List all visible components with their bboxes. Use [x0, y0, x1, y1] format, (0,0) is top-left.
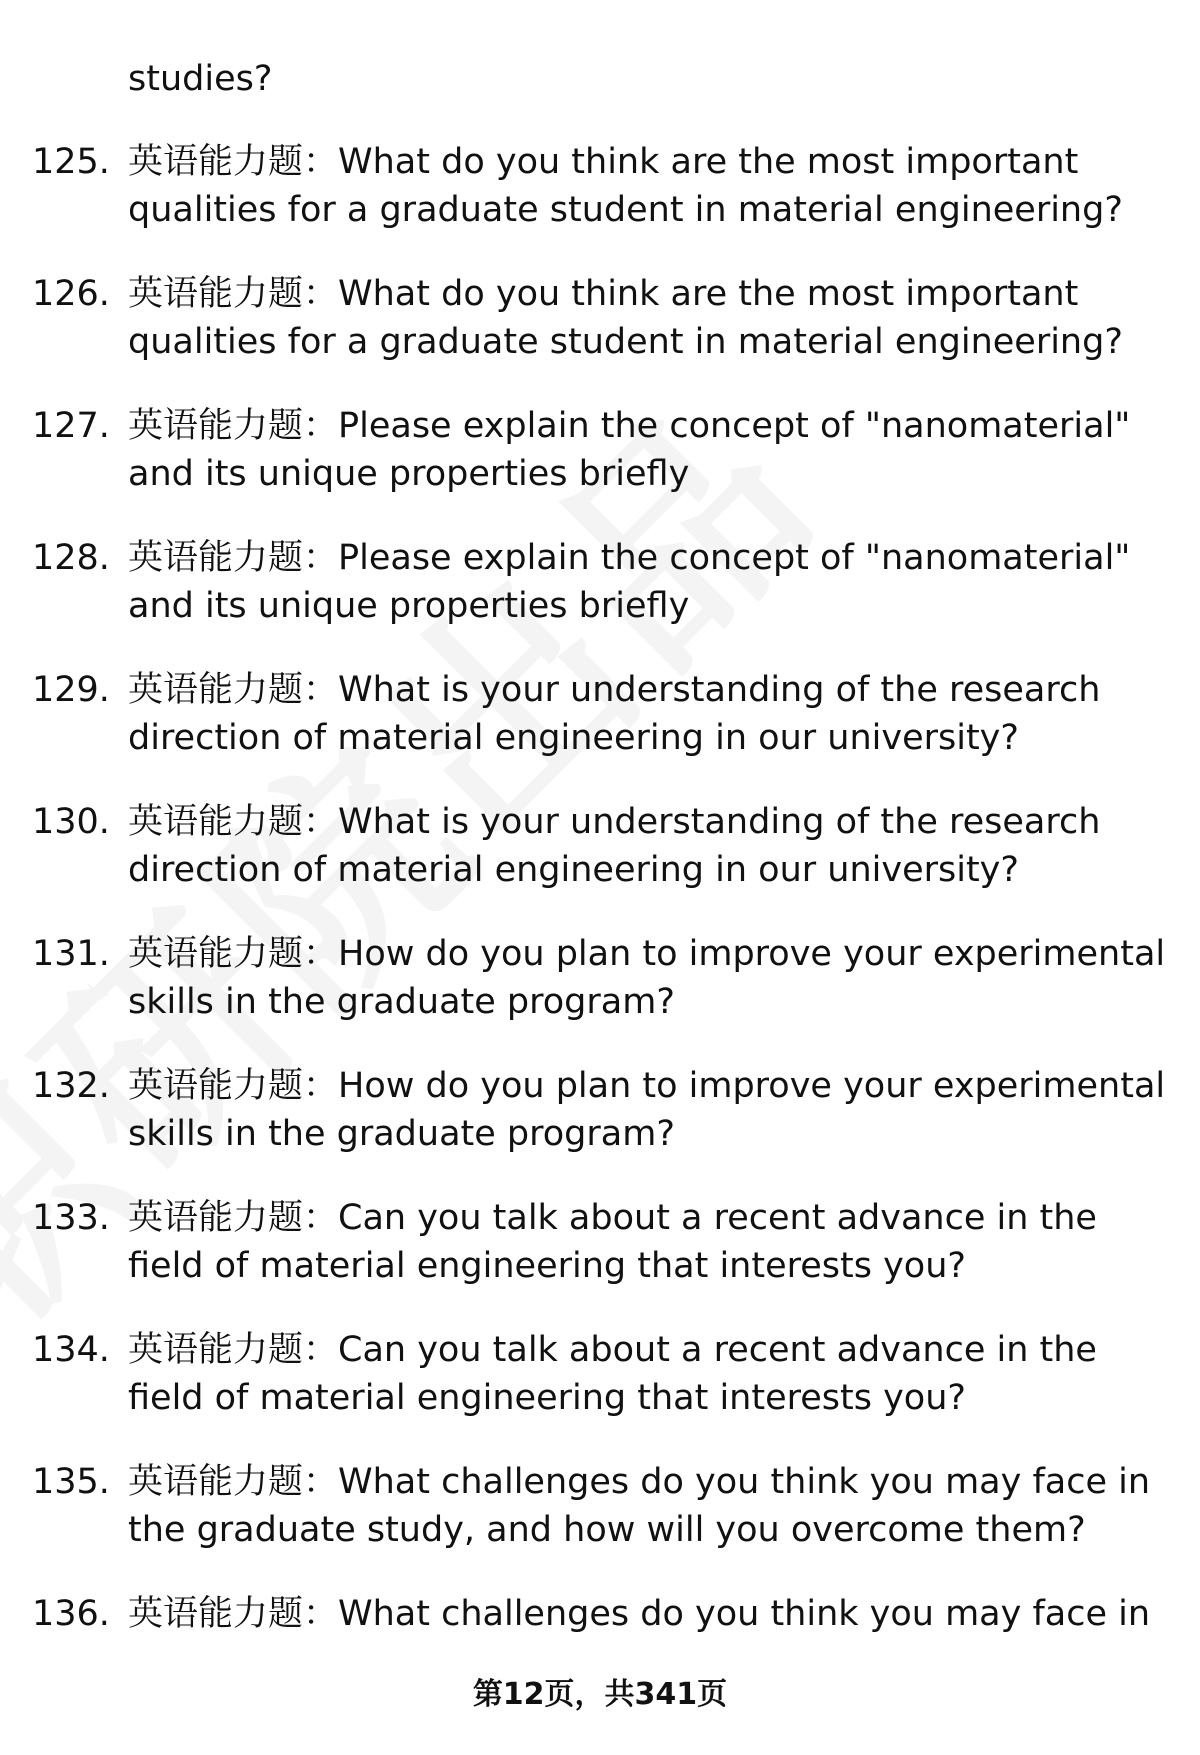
question-body: Please explain the concept of "nanomaterial" and its unique properties briefly	[128, 406, 1131, 494]
question-number: 130.	[32, 802, 110, 842]
question-category: 英语能力题：	[128, 1330, 339, 1370]
question-text	[128, 798, 1168, 894]
question-category: 英语能力题：	[128, 1594, 339, 1634]
question-number: 135.	[32, 1462, 110, 1502]
continued-question-text: studies?	[128, 59, 273, 99]
question-category: 英语能力题：	[128, 1462, 339, 1502]
question-body: Please explain the concept of "nanomaterial" and its unique properties briefly	[128, 538, 1131, 626]
question-item	[0, 402, 1200, 498]
question-category: 英语能力题：	[128, 670, 339, 710]
question-item	[0, 1590, 1200, 1686]
page-footer: 第12页，共341页	[472, 1677, 728, 1712]
question-text	[128, 270, 1168, 366]
question-text	[128, 534, 1168, 630]
question-category: 英语能力题：	[128, 538, 339, 578]
question-body: What do you think are the most important qualities for a graduate student in material engineering?	[128, 274, 1123, 362]
question-number: 131.	[32, 934, 110, 974]
question-text	[128, 1590, 1168, 1638]
question-body: Can you talk about a recent advance in the field of material engineering that interests you?	[128, 1330, 1097, 1418]
question-number: 136.	[32, 1594, 110, 1634]
question-number: 134.	[32, 1330, 110, 1370]
question-number: 132.	[32, 1066, 110, 1106]
question-category: 英语能力题：	[128, 802, 339, 842]
question-text	[128, 1458, 1168, 1554]
question-body: What is your understanding of the research direction of material engineering in our university?	[128, 802, 1101, 890]
question-category: 英语能力题：	[128, 1066, 339, 1106]
question-body: Can you talk about a recent advance in the field of material engineering that interests you?	[128, 1198, 1097, 1286]
question-item	[0, 534, 1200, 630]
question-body: What do you think are the most important qualities for a graduate student in material engineering?	[128, 142, 1123, 230]
question-item	[0, 138, 1200, 234]
question-body: What challenges do you think you may face in the graduate study, and how will you overcome them?	[128, 1462, 1151, 1550]
question-body: How do you plan to improve your experimental skills in the graduate program?	[128, 934, 1166, 1022]
question-item	[0, 1326, 1200, 1422]
question-category: 英语能力题：	[128, 934, 339, 974]
question-number: 125.	[32, 142, 110, 182]
question-item	[0, 270, 1200, 366]
question-body: How do you plan to improve your experimental skills in the graduate program?	[128, 1066, 1166, 1154]
question-category: 英语能力题：	[128, 142, 339, 182]
question-category: 英语能力题：	[128, 274, 339, 314]
question-text	[128, 1194, 1168, 1290]
question-item	[0, 1458, 1200, 1554]
question-category: 英语能力题：	[128, 406, 339, 446]
question-text	[128, 402, 1168, 498]
question-text	[128, 138, 1168, 234]
question-text	[128, 666, 1168, 762]
question-text	[128, 1062, 1168, 1158]
question-item	[0, 930, 1200, 1026]
question-item	[0, 666, 1200, 762]
question-item	[0, 1194, 1200, 1290]
question-number: 126.	[32, 274, 110, 314]
question-item	[0, 798, 1200, 894]
question-text	[128, 930, 1168, 1026]
question-item	[0, 1062, 1200, 1158]
question-category: 英语能力题：	[128, 1198, 339, 1238]
question-body: What is your understanding of the research direction of material engineering in our university?	[128, 670, 1101, 758]
question-text	[128, 1326, 1168, 1422]
question-number: 127.	[32, 406, 110, 446]
question-list	[0, 138, 1200, 1722]
question-number: 133.	[32, 1198, 110, 1238]
question-number: 128.	[32, 538, 110, 578]
question-body: What challenges do you think you may face in	[338, 1594, 1151, 1634]
question-number: 129.	[32, 670, 110, 710]
